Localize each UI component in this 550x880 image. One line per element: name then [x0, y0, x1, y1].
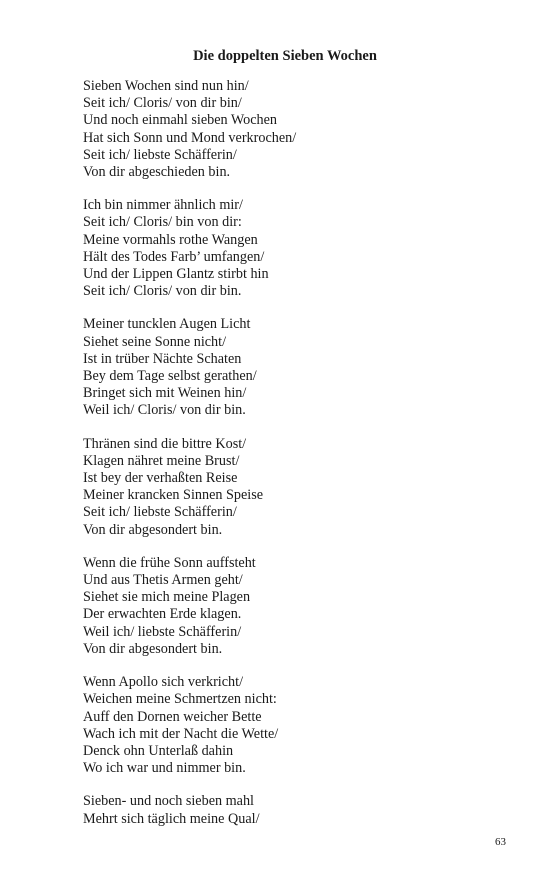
poem-line: Wenn Apollo sich verkricht/ — [83, 674, 244, 691]
poem-line: Auff den Dornen weicher Bette — [83, 708, 262, 725]
poem-line: Meiner krancken Sinnen Speise — [83, 487, 264, 504]
poem-line: Thränen sind die bittre Kost/ — [83, 435, 247, 452]
poem-line: Ist in trüber Nächte Schaten — [83, 350, 242, 367]
poem-line: Seit ich/ liebste Schäfferin/ — [83, 146, 237, 163]
poem-line: Bey dem Tage selbst gerathen/ — [83, 368, 257, 385]
poem-line: Seit ich/ Cloris/ bin von dir: — [83, 214, 242, 231]
poem-line: Siehet seine Sonne nicht/ — [83, 333, 227, 350]
poem-line: Ist bey der verhaßten Reise — [83, 470, 238, 487]
poem-body — [83, 78, 523, 844]
stanza — [83, 674, 523, 777]
poem-line: Hält des Todes Farb’ umfangen/ — [83, 248, 265, 265]
poem-line: Wenn die frühe Sonn auffsteht — [83, 554, 256, 571]
stanza — [83, 555, 523, 658]
stanza — [83, 197, 523, 300]
poem-line: Von dir abgesondert bin. — [83, 640, 223, 657]
poem-line: Denck ohn Unterlaß dahin — [83, 742, 234, 759]
poem-line: Ich bin nimmer ähnlich mir/ — [83, 197, 243, 214]
poem-line: Seit ich/ liebste Schäfferin/ — [83, 504, 237, 521]
poem-line: Bringet sich mit Weinen hin/ — [83, 385, 247, 402]
poem-line: Und aus Thetis Armen geht/ — [83, 572, 243, 589]
stanza — [83, 78, 523, 181]
poem-line: Weil ich/ liebste Schäfferin/ — [83, 623, 242, 640]
poem-title: Die doppelten Sieben Wochen — [193, 48, 377, 64]
poem-line: Sieben- und noch sieben mahl — [83, 793, 254, 810]
poem-line: Seit ich/ Cloris/ von dir bin/ — [83, 95, 242, 112]
poem-line: Siehet sie mich meine Plagen — [83, 589, 251, 606]
poem-line: Von dir abgeschieden bin. — [83, 164, 231, 181]
poem-line: Meiner tuncklen Augen Licht — [83, 316, 251, 333]
poem-line: Weil ich/ Cloris/ von dir bin. — [83, 402, 246, 419]
page-number: 63 — [495, 836, 506, 848]
poem-line: Der erwachten Erde klagen. — [83, 606, 242, 623]
poem-line: Seit ich/ Cloris/ von dir bin. — [83, 283, 242, 300]
poem-line: Und der Lippen Glantz stirbt hin — [83, 266, 269, 283]
stanza — [83, 793, 523, 827]
poem-line: Wo ich war und nimmer bin. — [83, 760, 246, 777]
poem-line: Wach ich mit der Nacht die Wette/ — [83, 725, 279, 742]
poem-line: Mehrt sich täglich meine Qual/ — [83, 810, 260, 827]
stanza — [83, 316, 523, 419]
poem-line: Weichen meine Schmertzen nicht: — [83, 691, 277, 708]
poem-line: Hat sich Sonn und Mond verkrochen/ — [83, 129, 297, 146]
poem-line: Klagen nähret meine Brust/ — [83, 452, 240, 469]
poem-line: Von dir abgesondert bin. — [83, 521, 223, 538]
poem-line: Meine vormahls rothe Wangen — [83, 231, 258, 248]
poem-line: Sieben Wochen sind nun hin/ — [83, 78, 249, 94]
poem-line: Und noch einmahl sieben Wochen — [83, 112, 278, 129]
stanza — [83, 436, 523, 539]
